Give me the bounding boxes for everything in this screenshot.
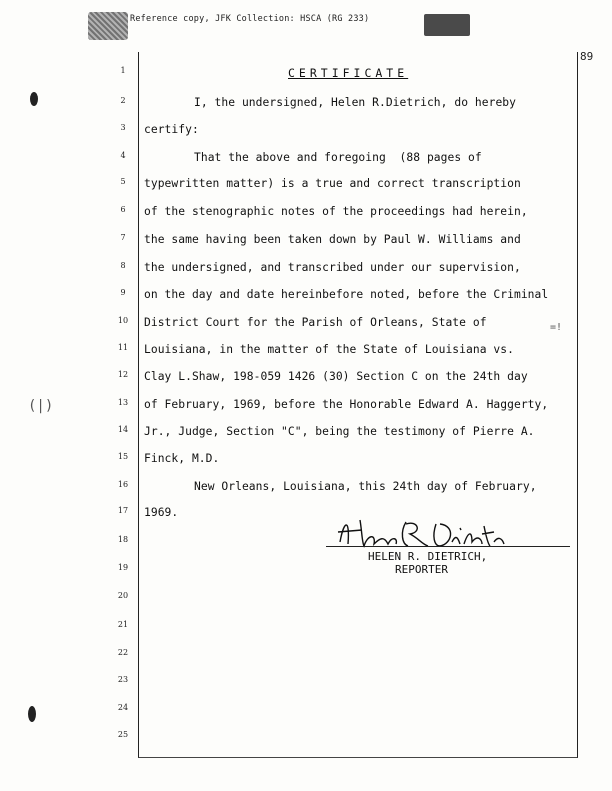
line-number: 14 bbox=[117, 425, 129, 434]
line-number: 2 bbox=[120, 96, 126, 105]
text-line: Finck, M.D. bbox=[144, 452, 220, 465]
line-number: 17 bbox=[117, 506, 129, 515]
certificate-title: CERTIFICATE bbox=[288, 66, 409, 80]
text-line: 1969. bbox=[144, 506, 179, 519]
punch-hole-top bbox=[30, 92, 38, 106]
line-number: 20 bbox=[117, 591, 129, 600]
line-number: 1 bbox=[120, 66, 126, 75]
line-number: 16 bbox=[117, 480, 129, 489]
text-line: I, the undersigned, Helen R.Dietrich, do hereby bbox=[194, 96, 517, 109]
reporter-title: REPORTER bbox=[395, 563, 448, 576]
text-line: typewritten matter) is a true and correct transcription bbox=[144, 177, 521, 190]
line-number: 21 bbox=[117, 620, 129, 629]
archive-stamp-left bbox=[88, 12, 128, 40]
text-line: Louisiana, in the matter of the State of Louisiana vs. bbox=[144, 343, 514, 356]
text-line: certify: bbox=[144, 123, 199, 136]
line-number: 25 bbox=[117, 730, 129, 739]
reference-header: Reference copy, JFK Collection: HSCA (RG 233) bbox=[130, 14, 370, 24]
punch-hole-bottom bbox=[28, 706, 36, 722]
margin-bracket-mark: (|) bbox=[28, 398, 54, 414]
line-number: 9 bbox=[120, 288, 126, 297]
line-number: 19 bbox=[117, 563, 129, 572]
line-number: 13 bbox=[117, 398, 129, 407]
text-line: Jr., Judge, Section "C", being the testimony of Pierre A. bbox=[144, 425, 535, 438]
page-number: 89 bbox=[580, 50, 594, 63]
line-number: 15 bbox=[117, 452, 129, 461]
text-line: of the stenographic notes of the proceedings had herein, bbox=[144, 205, 528, 218]
reporter-name: HELEN R. DIETRICH, bbox=[368, 550, 488, 563]
line-number: 11 bbox=[117, 343, 129, 352]
redaction-block bbox=[424, 14, 470, 36]
text-line: on the day and date hereinbefore noted, before the Criminal bbox=[144, 288, 549, 301]
line-number: 23 bbox=[117, 675, 129, 684]
line-number: 24 bbox=[117, 703, 129, 712]
text-line: New Orleans, Louisiana, this 24th day of February, bbox=[194, 480, 537, 493]
text-line: District Court for the Parish of Orleans, State of bbox=[144, 316, 487, 329]
text-line: That the above and foregoing (88 pages of bbox=[194, 151, 482, 164]
line-number: 10 bbox=[117, 316, 129, 325]
margin-annotation: =! bbox=[550, 322, 563, 333]
line-number: 3 bbox=[120, 123, 126, 132]
line-number: 7 bbox=[120, 233, 126, 242]
line-number: 4 bbox=[120, 151, 126, 160]
line-number: 18 bbox=[117, 535, 129, 544]
text-line: the undersigned, and transcribed under our supervision, bbox=[144, 261, 521, 274]
line-number: 5 bbox=[120, 177, 126, 186]
text-line: of February, 1969, before the Honorable Edward A. Haggerty, bbox=[144, 398, 549, 411]
line-number: 12 bbox=[117, 370, 129, 379]
signature-line bbox=[326, 546, 570, 547]
line-number: 8 bbox=[120, 261, 126, 270]
text-line: the same having been taken down by Paul W. Williams and bbox=[144, 233, 521, 246]
line-number: 22 bbox=[117, 648, 129, 657]
text-line: Clay L.Shaw, 198-059 1426 (30) Section C on the 24th day bbox=[144, 370, 528, 383]
line-number: 6 bbox=[120, 205, 126, 214]
